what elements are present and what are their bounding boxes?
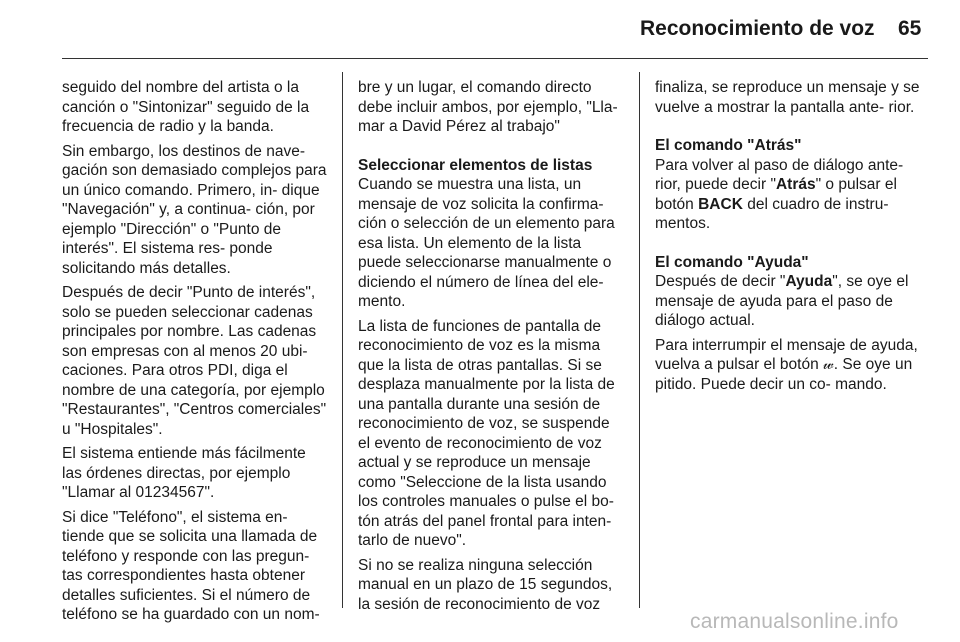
paragraph: Si no se realiza ninguna selección manual en un plazo de 15 segundos, la sesión de reconocimiento de voz <box>358 556 613 613</box>
header-rule <box>62 58 928 59</box>
column-2 <box>358 78 624 619</box>
column-3 <box>655 78 923 399</box>
column-1 <box>62 78 328 630</box>
paragraph: bre y un lugar, el comando directo debe incluir ambos, por ejemplo, "Lla- mar a David Pérez al trabajo" <box>358 79 618 135</box>
bold-term: BACK <box>698 195 743 213</box>
paragraph: Cuando se muestra una lista, un mensaje de voz solicita la confirma- ción o selección de un elemento para esa lista. Un elemento de la lista puede seleccionarse manualmente o diciendo el número de línea del ele- mento. <box>358 176 615 310</box>
watermark: carmanualsonline.info <box>690 610 899 633</box>
paragraph <box>655 336 923 395</box>
paragraph <box>655 272 923 331</box>
paragraph: Sin embargo, los destinos de nave- gación son demasiado complejos para un único comando. Primero, in- dique "Navegación" y, a continua- ción, por ejemplo "Dirección" o "Punto de interés". El sistema res- ponde solicitando más detalles. <box>62 142 327 277</box>
paragraph: Después de decir "Punto de interés", solo se pueden seleccionar cadenas principales por nombre. Las cadenas son empresas con al menos 20 ubi- caciones. Para otros PDI, diga el nombre de una categoría, por ejemplo "Restaurantes", "Centros comerciales" u "Hospitales". <box>62 284 327 438</box>
bold-term: Ayuda <box>785 273 833 290</box>
voice-button-icon: 𝓌 <box>823 356 834 373</box>
section-heading: Seleccionar elementos de listas <box>358 156 593 174</box>
section-heading: El comando "Ayuda" <box>655 253 809 271</box>
paragraph: La lista de funciones de pantalla de reconocimiento de voz es la misma que la lista de otras pantallas. Si se desplaza manualmente por la lista de una pantalla durante una sesión de reconocimiento de voz, se suspende el evento de reconocimiento de voz actual y se reproduce un mensaje como "Seleccione de la lista usando los controles manuales o pulse el bo- tón atrás del panel frontal para inten- tarlo de nuevo". <box>358 317 615 549</box>
paragraph: seguido del nombre del artista o la canción o "Sintonizar" seguido de la frecuencia de radio y la banda. <box>62 79 310 135</box>
paragraph: Si dice "Teléfono", el sistema en- tiende que se solicita una llamada de teléfono y responde con las pregun- tas correspondientes hasta obtener detalles suficientes. Si el número de teléfono se ha guardado con un nom- <box>62 508 320 623</box>
page-number: 65 <box>898 17 922 40</box>
text-run: " o pulsar el botón <box>655 176 897 213</box>
text-run: . Se oye un pitido. Puede decir un co- mando. <box>655 356 913 393</box>
section-title: Reconocimiento de voz <box>640 17 875 40</box>
text-run: Después de decir " <box>655 273 786 290</box>
column-divider <box>639 72 640 608</box>
bold-term: Atrás <box>775 176 816 193</box>
column-divider <box>342 72 343 608</box>
paragraph <box>655 156 923 234</box>
paragraph: El sistema entiende más fácilmente las órdenes directas, por ejemplo "Llamar al 01234567". <box>62 445 306 501</box>
page-header <box>0 0 960 62</box>
section-heading: El comando "Atrás" <box>655 137 802 154</box>
text-run: Para interrumpir el mensaje de ayuda, vuelva a pulsar el botón <box>655 336 918 373</box>
text-run: del cuadro de instru- mentos. <box>655 195 889 232</box>
paragraph: finaliza, se reproduce un mensaje y se vuelve a mostrar la pantalla ante- rior. <box>655 79 920 116</box>
text-run: ", se oye el mensaje de ayuda para el paso de diálogo actual. <box>655 273 909 329</box>
text-run: Para volver al paso de diálogo ante- rior, puede decir " <box>655 156 904 193</box>
